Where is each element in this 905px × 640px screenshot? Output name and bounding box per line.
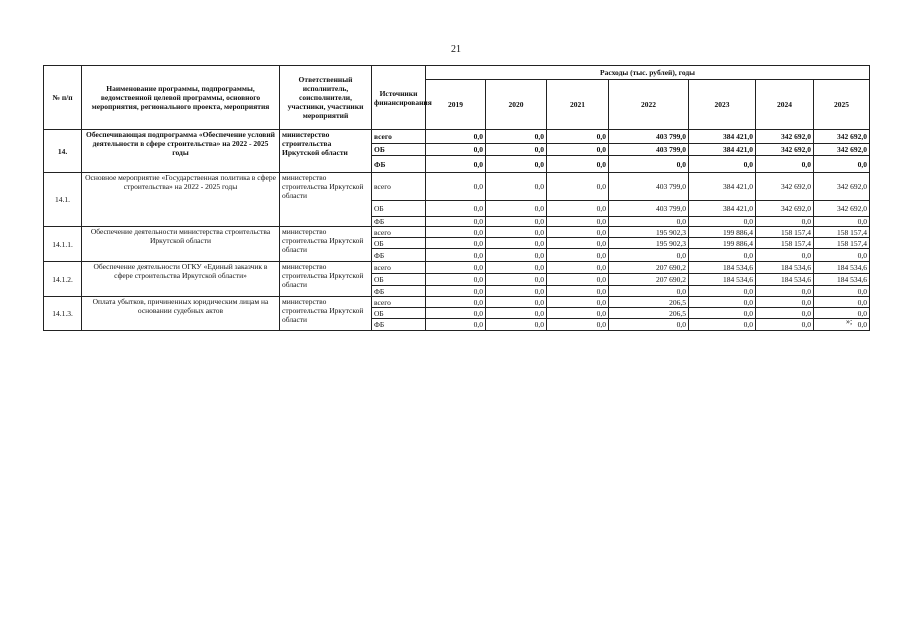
row-value: 0,0	[486, 144, 547, 156]
row-source: всего	[372, 227, 426, 238]
table-row	[44, 173, 870, 201]
row-value: 0,0	[426, 297, 486, 308]
header-executor: Ответственный исполнитель, соисполнители, участники, участники мероприятий	[280, 66, 372, 130]
row-source: ФБ	[372, 319, 426, 331]
row-value: 184 534,6	[814, 262, 870, 274]
row-value: 403 799,0	[609, 144, 689, 156]
header-year: 2025	[814, 80, 870, 130]
row-value: 342 692,0	[814, 130, 870, 144]
row-name: Оплата убытков, причиненных юридическим лицам на основании судебных актов	[82, 297, 280, 331]
row-source: ОБ	[372, 144, 426, 156]
page-number: 21	[451, 44, 461, 55]
row-number: 14.1.1.	[44, 227, 82, 262]
row-value: 342 692,0	[756, 144, 814, 156]
row-value: 158 157,4	[814, 227, 870, 238]
row-value: 403 799,0	[609, 173, 689, 201]
row-value: 384 421,0	[689, 201, 756, 217]
row-value: 184 534,6	[689, 262, 756, 274]
header-year: 2019	[426, 80, 486, 130]
row-value: 0,0	[689, 297, 756, 308]
header-expenses: Расходы (тыс. рублей), годы	[426, 66, 870, 80]
row-value: 0,0	[547, 201, 609, 217]
row-value: 184 534,6	[689, 274, 756, 286]
row-value: 0,0	[756, 308, 814, 319]
row-value: 0,0	[486, 227, 547, 238]
row-value: 0,0	[426, 319, 486, 331]
row-value: 0,0	[426, 144, 486, 156]
table-row	[44, 227, 870, 238]
row-executor: министерство строительства Иркутской области	[280, 173, 372, 227]
row-value: 158 157,4	[756, 238, 814, 249]
row-value: 206,5	[609, 308, 689, 319]
row-number: 14.1.3.	[44, 297, 82, 331]
row-value: 342 692,0	[814, 173, 870, 201]
row-value: 199 886,4	[689, 227, 756, 238]
row-value: 0,0	[814, 308, 870, 319]
row-value: 0,0	[814, 319, 870, 331]
row-value: 0,0	[486, 130, 547, 144]
row-value: 0,0	[426, 156, 486, 173]
header-year: 2021	[547, 80, 609, 130]
header-name: Наименование программы, подпрограммы, ведомственной целевой программы, основного мероприятия, регионального проекта, мероприятия	[82, 66, 280, 130]
row-number: 14.1.2.	[44, 262, 82, 297]
row-value: 0,0	[689, 217, 756, 227]
row-value: 0,0	[426, 274, 486, 286]
row-name: Основное мероприятие «Государственная политика в сфере строительства» на 2022 - 2025 годы	[82, 173, 280, 227]
row-value: 342 692,0	[756, 201, 814, 217]
row-value: 0,0	[756, 217, 814, 227]
row-name: Обеспечивающая подпрограмма «Обеспечение условий деятельности в сфере строительства» на 2022 - 2025 годы	[82, 130, 280, 173]
row-value: 0,0	[547, 249, 609, 262]
table-body	[44, 130, 870, 331]
header-num: № п/п	[44, 66, 82, 130]
row-value: 0,0	[689, 286, 756, 297]
row-value: 384 421,0	[689, 130, 756, 144]
row-value: 342 692,0	[814, 144, 870, 156]
row-value: 0,0	[689, 319, 756, 331]
row-value: 0,0	[486, 262, 547, 274]
row-value: 0,0	[609, 156, 689, 173]
row-value: 0,0	[426, 217, 486, 227]
row-value: 0,0	[547, 286, 609, 297]
row-value: 0,0	[486, 217, 547, 227]
row-value: 0,0	[547, 156, 609, 173]
row-value: 0,0	[426, 227, 486, 238]
row-source: ФБ	[372, 156, 426, 173]
row-value: 0,0	[756, 319, 814, 331]
row-source: ОБ	[372, 201, 426, 217]
row-value: 0,0	[486, 286, 547, 297]
row-value: 0,0	[547, 274, 609, 286]
row-executor: министерство строительства Иркутской области	[280, 262, 372, 297]
row-value: 206,5	[609, 297, 689, 308]
row-value: 184 534,6	[756, 274, 814, 286]
row-value: 0,0	[547, 144, 609, 156]
table-row	[44, 297, 870, 308]
row-value: 0,0	[547, 262, 609, 274]
row-name: Обеспечение деятельности ОГКУ «Единый заказчик в сфере строительства Иркутской области»	[82, 262, 280, 297]
row-value: 0,0	[426, 262, 486, 274]
row-source: ОБ	[372, 274, 426, 286]
row-number: 14.	[44, 130, 82, 173]
row-value: 0,0	[426, 173, 486, 201]
row-value: 0,0	[814, 249, 870, 262]
row-value: 0,0	[756, 249, 814, 262]
row-value: 342 692,0	[756, 173, 814, 201]
header-year: 2023	[689, 80, 756, 130]
row-value: 0,0	[486, 319, 547, 331]
row-value: 0,0	[426, 201, 486, 217]
row-value: 207 690,2	[609, 262, 689, 274]
row-value: 0,0	[756, 156, 814, 173]
row-value: 342 692,0	[756, 130, 814, 144]
row-value: 0,0	[689, 156, 756, 173]
row-value: 0,0	[547, 217, 609, 227]
row-value: 0,0	[756, 286, 814, 297]
row-value: 0,0	[426, 238, 486, 249]
header-year: 2024	[756, 80, 814, 130]
expenses-table	[43, 65, 870, 331]
row-executor: министерство строительства Иркутской области	[280, 130, 372, 173]
row-source: всего	[372, 130, 426, 144]
row-value: 0,0	[486, 173, 547, 201]
row-value: 0,0	[426, 249, 486, 262]
row-value: 0,0	[814, 156, 870, 173]
row-value: 184 534,6	[814, 274, 870, 286]
row-value: 199 886,4	[689, 238, 756, 249]
row-source: всего	[372, 297, 426, 308]
row-value: 158 157,4	[814, 238, 870, 249]
row-value: 0,0	[814, 297, 870, 308]
row-value: 184 534,6	[756, 262, 814, 274]
row-value: 0,0	[689, 249, 756, 262]
row-source: ОБ	[372, 308, 426, 319]
trailing-mark: »;	[846, 317, 853, 326]
row-value: 0,0	[814, 217, 870, 227]
row-value: 0,0	[609, 217, 689, 227]
row-value: 195 902,3	[609, 227, 689, 238]
row-source: ФБ	[372, 286, 426, 297]
row-executor: министерство строительства Иркутской области	[280, 227, 372, 262]
row-value: 0,0	[814, 286, 870, 297]
header-year: 2022	[609, 80, 689, 130]
row-value: 384 421,0	[689, 144, 756, 156]
row-value: 0,0	[486, 156, 547, 173]
header-source: Источники финансирования	[372, 66, 426, 130]
row-value: 0,0	[486, 201, 547, 217]
row-value: 0,0	[609, 286, 689, 297]
row-value: 0,0	[486, 274, 547, 286]
row-value: 0,0	[486, 249, 547, 262]
row-value: 0,0	[486, 297, 547, 308]
row-value: 403 799,0	[609, 130, 689, 144]
row-value: 0,0	[609, 249, 689, 262]
row-value: 0,0	[486, 238, 547, 249]
row-value: 342 692,0	[814, 201, 870, 217]
row-value: 0,0	[547, 227, 609, 238]
row-value: 0,0	[426, 286, 486, 297]
row-number: 14.1.	[44, 173, 82, 227]
row-value: 0,0	[547, 308, 609, 319]
row-source: всего	[372, 262, 426, 274]
row-value: 0,0	[547, 319, 609, 331]
row-value: 0,0	[547, 173, 609, 201]
row-value: 403 799,0	[609, 201, 689, 217]
row-name: Обеспечение деятельности министерства строительства Иркутской области	[82, 227, 280, 262]
row-value: 0,0	[609, 319, 689, 331]
row-source: ФБ	[372, 249, 426, 262]
row-value: 0,0	[547, 297, 609, 308]
row-executor: министерство строительства Иркутской области	[280, 297, 372, 331]
row-value: 0,0	[756, 297, 814, 308]
row-value: 158 157,4	[756, 227, 814, 238]
row-value: 0,0	[547, 238, 609, 249]
row-source: ОБ	[372, 238, 426, 249]
row-value: 0,0	[426, 308, 486, 319]
row-value: 0,0	[689, 308, 756, 319]
row-value: 384 421,0	[689, 173, 756, 201]
row-value: 0,0	[486, 308, 547, 319]
row-value: 0,0	[426, 130, 486, 144]
row-source: всего	[372, 173, 426, 201]
header-year: 2020	[486, 80, 547, 130]
row-value: 195 902,3	[609, 238, 689, 249]
row-source: ФБ	[372, 217, 426, 227]
table-row	[44, 262, 870, 274]
row-value: 0,0	[547, 130, 609, 144]
table-row	[44, 130, 870, 144]
row-value: 207 690,2	[609, 274, 689, 286]
